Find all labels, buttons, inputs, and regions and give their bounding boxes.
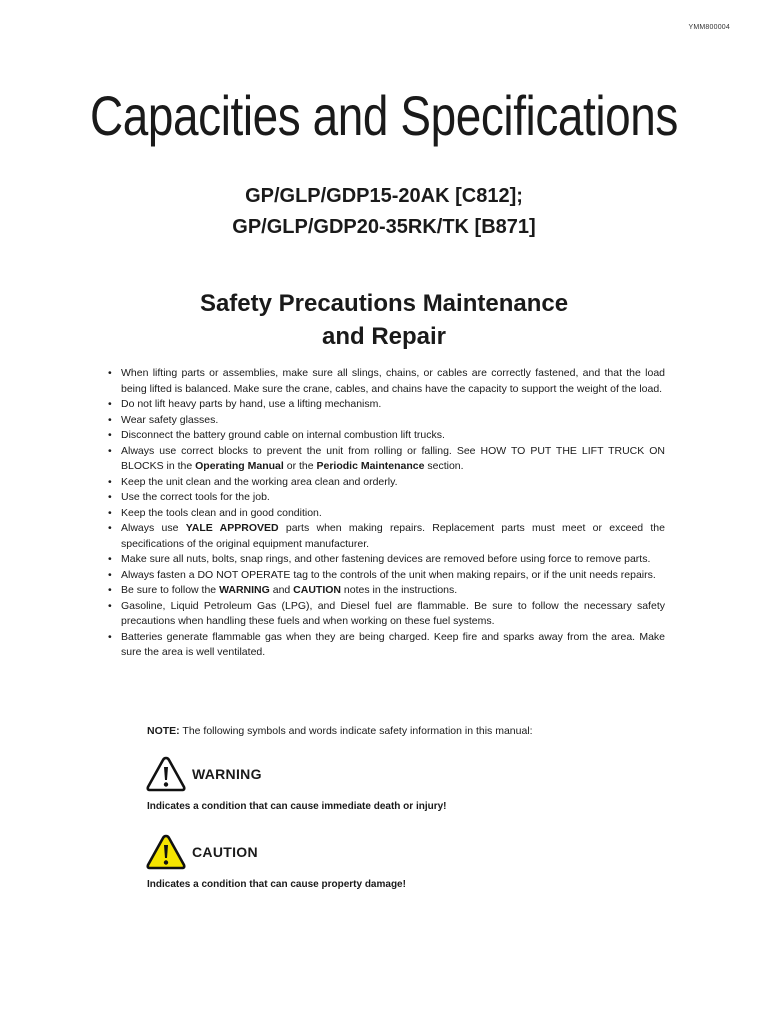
note-label: NOTE:: [147, 725, 180, 737]
list-item-text: parts when making repairs. Replacement parts must meet or exceed the specifications of the original equipment manufacturer.: [121, 522, 665, 550]
caution-heading: [146, 834, 258, 870]
list-item: • Wear safety glasses.: [108, 413, 665, 429]
warning-triangle-icon: [146, 756, 186, 792]
list-item: • When lifting parts or assemblies, make sure all slings, chains, or cables are correctly fastened, and that the load being lifted is balanced. Make sure the crane, cables, and chains have the capacity to support the weight of the load.: [108, 366, 665, 397]
list-item-text: Always use: [121, 522, 186, 534]
list-item: • Gasoline, Liquid Petroleum Gas (LPG), and Diesel fuel are flammable. Be sure to follow the necessary safety precautions when handling these fuels and when working on these fuel systems.: [108, 599, 665, 630]
list-item: • Always fasten a DO NOT OPERATE tag to the controls of the unit when making repairs, or if the unit needs repairs.: [108, 568, 665, 584]
list-item: [108, 444, 665, 475]
model-list: [0, 181, 768, 243]
section-title-line-2: and Repair: [321, 323, 447, 350]
list-item: • Disconnect the battery ground cable on internal combustion lift trucks.: [108, 428, 665, 444]
section-title-line-1: Safety Precautions Maintenance: [199, 290, 569, 317]
operating-manual-ref: Operating Manual: [195, 460, 284, 472]
list-item: • Keep the tools clean and in good condition.: [108, 506, 665, 522]
warning-description: Indicates a condition that can cause immediate death or injury!: [147, 801, 447, 812]
note-paragraph: [147, 723, 667, 739]
list-item-text: notes in the instructions.: [341, 584, 458, 596]
list-item: • Keep the unit clean and the working area clean and orderly.: [108, 475, 665, 491]
warning-ref: WARNING: [219, 584, 270, 596]
page-title: Capacities and Specifications: [90, 84, 678, 147]
warning-label: WARNING: [192, 766, 262, 782]
list-item: • Batteries generate flammable gas when they are being charged. Keep fire and sparks away from the area. Make sure the area is well ventilated.: [108, 630, 665, 661]
list-item: • Use the correct tools for the job.: [108, 490, 665, 506]
caution-description: Indicates a condition that can cause property damage!: [147, 879, 406, 890]
warning-heading: [146, 756, 262, 792]
list-item: • Do not lift heavy parts by hand, use a lifting mechanism.: [108, 397, 665, 413]
caution-ref: CAUTION: [293, 584, 342, 596]
list-item-text: Be sure to follow the: [121, 584, 220, 596]
caution-triangle-icon: [146, 834, 186, 870]
periodic-maintenance-ref: Periodic Maintenance: [316, 460, 425, 472]
list-item-text: Always use correct blocks to prevent the unit from rolling or falling. See HOW TO PUT THE LIFT TRUCK ON BLOCKS in the: [121, 444, 665, 472]
list-item: [108, 583, 665, 599]
model-line-2: GP/GLP/GDP20-35RK/TK [B871]: [232, 216, 536, 238]
yale-approved-text: YALE APPROVED: [185, 522, 279, 534]
list-item-text: and: [269, 584, 294, 596]
list-item: • Make sure all nuts, bolts, snap rings, and other fastening devices are removed before using force to remove parts.: [108, 552, 665, 568]
list-item-text: section.: [424, 460, 464, 472]
list-item-text: or the: [283, 460, 317, 472]
note-text: The following symbols and words indicate safety information in this manual:: [179, 725, 533, 737]
list-item: [108, 521, 665, 552]
model-line-1: GP/GLP/GDP15-20AK [C812];: [245, 185, 523, 207]
safety-precautions-list: [108, 366, 665, 661]
section-title: [0, 287, 768, 353]
document-code: YMM800004: [688, 24, 730, 31]
caution-label: CAUTION: [192, 844, 258, 860]
